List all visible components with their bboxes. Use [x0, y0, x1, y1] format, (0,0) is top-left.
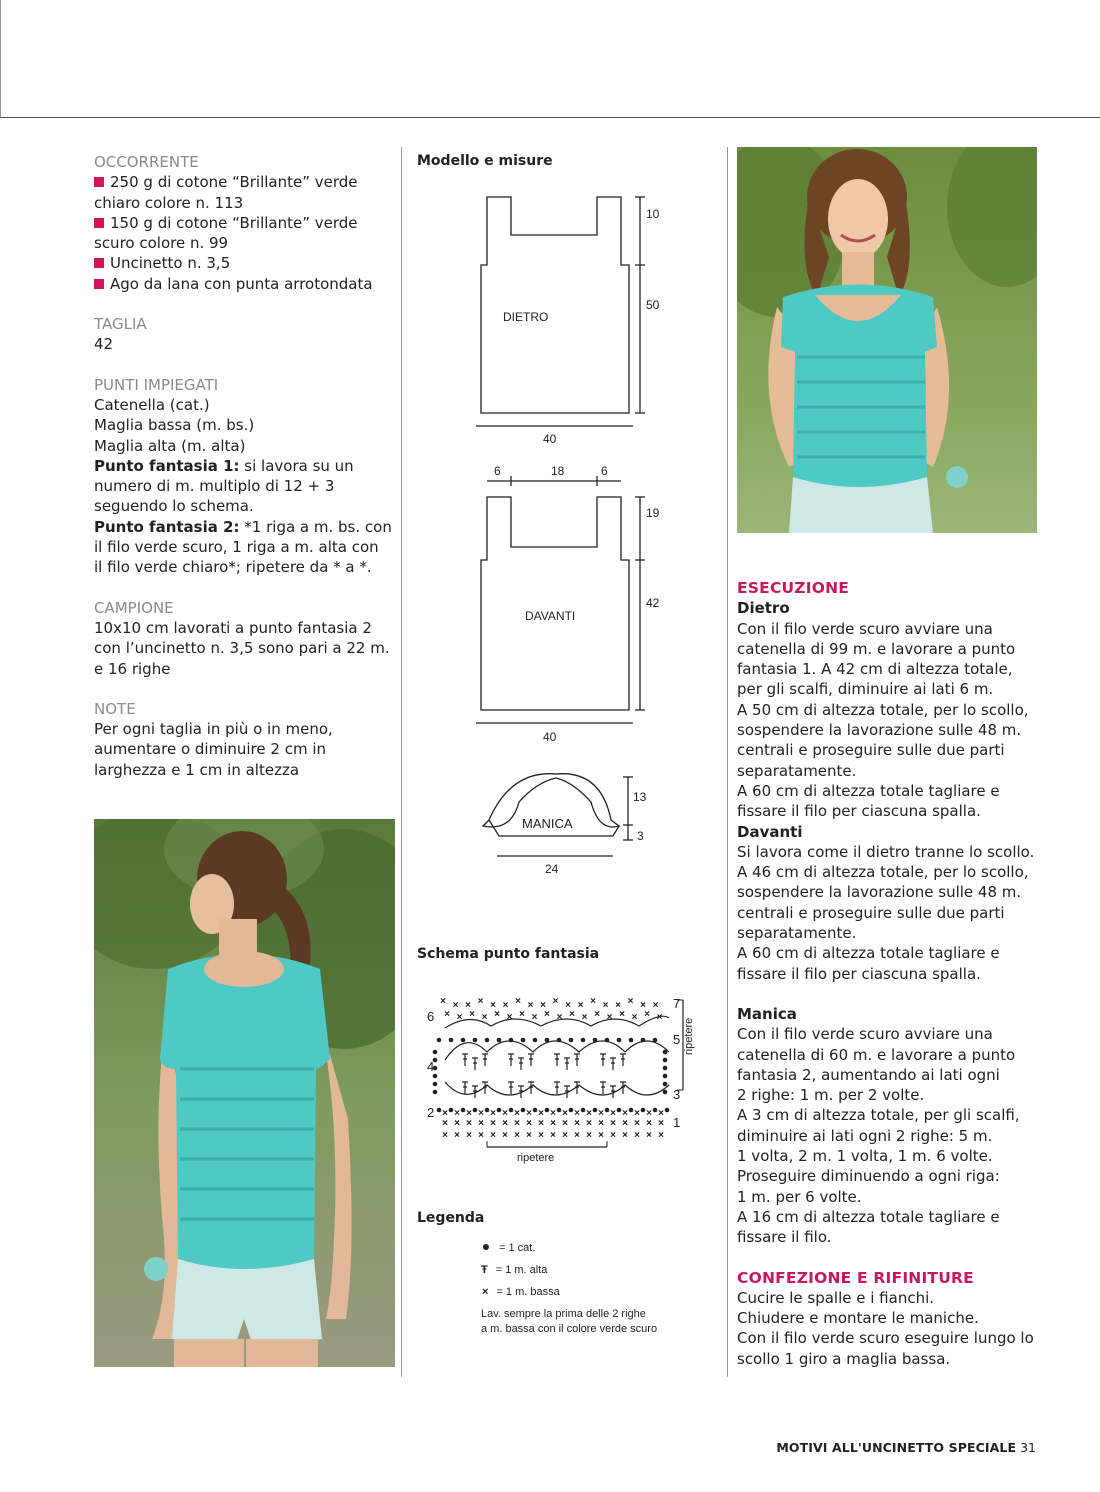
single-crochet-mark: × — [574, 1118, 580, 1129]
single-crochet-mark: × — [531, 1012, 538, 1023]
single-crochet-mark: × — [544, 1009, 550, 1020]
single-crochet-mark: × — [606, 1012, 613, 1023]
chain-mark — [663, 1090, 668, 1095]
single-crochet-mark: × — [466, 1130, 472, 1141]
chain-mark — [663, 1058, 668, 1063]
single-crochet-mark: × — [631, 1012, 638, 1023]
manica-text — [737, 1024, 1037, 1247]
cross-stitch-icon: × — [482, 1286, 489, 1298]
chain-mark — [449, 1038, 454, 1043]
single-crochet-mark: × — [538, 1108, 544, 1119]
modello-heading: Modello e misure — [417, 153, 553, 169]
single-crochet-mark: × — [466, 1118, 472, 1129]
chain-mark — [605, 1108, 610, 1113]
chain-mark — [545, 1108, 550, 1113]
punto-fantasia-2: Punto fantasia 2: *1 riga a m. bs. con — [94, 517, 392, 536]
single-crochet-mark: × — [565, 1000, 571, 1011]
legend-note: Lav. sempre la prima delle 2 righe a m. bassa con il colore verde scuro — [481, 1308, 658, 1335]
davanti-line: fissare il filo per ciascuna spalla. — [737, 964, 981, 983]
manica-line: fissare il filo. — [737, 1228, 832, 1247]
single-crochet-mark: × — [514, 1118, 520, 1129]
single-crochet-mark: × — [562, 1118, 568, 1129]
single-crochet-mark: × — [454, 1108, 460, 1119]
single-crochet-mark: × — [442, 1118, 448, 1129]
chain-mark — [473, 1038, 478, 1043]
occorrente-list — [94, 172, 394, 294]
single-crochet-mark: × — [514, 1108, 520, 1119]
manica-width-measure: 24 — [545, 862, 559, 876]
dietro-line: Con il filo verde scuro avviare una — [737, 619, 993, 638]
single-crochet-mark: × — [444, 1009, 450, 1020]
chain-mark — [509, 1108, 514, 1113]
chain-mark — [617, 1038, 622, 1043]
instructions-column — [737, 578, 1037, 1369]
note-line: Per ogni taglia in più o in meno, — [94, 720, 333, 739]
single-crochet-mark: × — [598, 1118, 604, 1129]
occorrente-item: Ago da lana con punta arrotondata — [94, 274, 394, 294]
single-crochet-mark: × — [466, 1108, 472, 1119]
manica-line: Proseguire diminuendo a ogni riga: — [737, 1167, 1000, 1186]
davanti-top-measure: 19 — [646, 506, 660, 520]
chain-mark — [433, 1074, 438, 1079]
model-photo-front — [737, 147, 1037, 533]
davanti-line: A 46 cm di altezza totale, per lo scollo, — [737, 863, 1029, 882]
manica-line: 1 m. per 6 volte. — [737, 1187, 862, 1206]
single-crochet-mark: × — [634, 1108, 640, 1119]
stitch-chart — [425, 990, 725, 1160]
single-crochet-mark: × — [646, 1130, 652, 1141]
punti-line: Maglia bassa (m. bs.) — [94, 416, 255, 435]
single-crochet-mark: × — [594, 1009, 600, 1020]
single-crochet-mark: × — [656, 1012, 663, 1023]
single-crochet-mark: × — [610, 1130, 616, 1141]
row-number-right-3: 3 — [673, 1087, 681, 1102]
occorrente-title: OCCORRENTE — [94, 153, 199, 171]
single-crochet-mark: × — [610, 1118, 616, 1129]
magazine-name: MOTIVI ALL'UNCINETTO SPECIALE — [776, 1440, 1017, 1455]
punto-fantasia-1: Punto fantasia 1: si lavora su un — [94, 456, 354, 475]
single-crochet-mark: × — [506, 1012, 513, 1023]
single-crochet-mark: × — [569, 1009, 575, 1020]
chain-mark — [533, 1038, 538, 1043]
single-crochet-mark: × — [502, 1130, 508, 1141]
davanti-line: separatamente. — [737, 924, 857, 943]
single-crochet-mark: × — [519, 1009, 525, 1020]
confezione-line: Con il filo verde scuro eseguire lungo lo — [737, 1329, 1034, 1348]
confezione-line: Chiudere e montare le maniche. — [737, 1309, 979, 1328]
double-crochet-mark — [528, 1054, 534, 1066]
davanti-title: Davanti — [737, 822, 803, 841]
dietro-title: Dietro — [737, 599, 790, 618]
davanti-line: sospendere la lavorazione sulle 48 m. — [737, 883, 1022, 902]
dot-icon — [483, 1244, 489, 1250]
punti-line: seguendo lo schema. — [94, 497, 254, 516]
single-crochet-mark: × — [526, 1118, 532, 1129]
single-crochet-mark: × — [527, 1000, 534, 1011]
pattern-schematic — [401, 170, 727, 890]
chain-mark — [663, 1082, 668, 1087]
single-crochet-mark: × — [454, 1130, 460, 1141]
single-crochet-mark: × — [644, 1009, 650, 1020]
double-crochet-mark — [508, 1054, 514, 1066]
davanti-outline — [481, 497, 629, 710]
row-number-right-1: 1 — [673, 1115, 681, 1130]
row-number-left-2: 2 — [427, 1105, 435, 1120]
chain-mark — [617, 1108, 622, 1113]
double-crochet-mark — [554, 1082, 560, 1094]
chain-mark — [569, 1038, 574, 1043]
single-crochet-mark: × — [481, 1012, 488, 1023]
legend-item-alta: Ŧ = 1 m. alta — [481, 1264, 548, 1276]
materials-column — [94, 152, 394, 780]
dietro-line: catenella di 99 m. e lavorare a punto — [737, 639, 1016, 658]
single-crochet-mark: × — [515, 996, 521, 1007]
dietro-text — [737, 619, 1037, 822]
single-crochet-mark: × — [469, 1009, 475, 1020]
double-crochet-mark — [600, 1082, 606, 1094]
chain-mark — [629, 1038, 634, 1043]
chain-mark — [473, 1108, 478, 1113]
single-crochet-mark: × — [556, 1012, 563, 1023]
single-crochet-mark: × — [615, 1000, 621, 1011]
davanti-right-measure: 6 — [601, 464, 608, 478]
campione-line: 10x10 cm lavorati a punto fantasia 2 — [94, 618, 372, 637]
dietro-line: per gli scalfi, diminuire ai lati 6 m. — [737, 680, 994, 699]
chain-mark — [497, 1038, 502, 1043]
single-crochet-mark: × — [652, 1000, 659, 1011]
double-crochet-mark — [610, 1058, 616, 1070]
single-crochet-mark: × — [562, 1108, 568, 1119]
single-crochet-mark: × — [562, 1130, 568, 1141]
punti-line: Catenella (cat.) — [94, 395, 210, 414]
single-crochet-mark: × — [640, 1000, 646, 1011]
single-crochet-mark: × — [610, 1108, 616, 1119]
single-crochet-mark: × — [490, 1130, 496, 1141]
single-crochet-mark: × — [494, 1009, 500, 1020]
occorrente-item: 150 g di cotone “Brillante” verde — [94, 213, 394, 233]
occorrente-item: 250 g di cotone “Brillante” verde — [94, 172, 394, 192]
double-crochet-mark — [462, 1082, 468, 1094]
chart-stitches — [433, 996, 670, 1141]
davanti-line: Si lavora come il dietro tranne lo scollo. — [737, 842, 1035, 861]
single-crochet-mark: × — [550, 1108, 556, 1119]
punti-line: Maglia alta (m. alta) — [94, 436, 246, 455]
single-crochet-mark: × — [634, 1118, 640, 1129]
chain-mark — [665, 1108, 670, 1113]
single-crochet-mark: × — [574, 1108, 580, 1119]
dietro-line: centrali e proseguire sulle due parti — [737, 741, 1005, 760]
dietro-line: A 50 cm di altezza totale, per lo scollo, — [737, 700, 1029, 719]
single-crochet-mark: × — [452, 1000, 459, 1011]
manica-line: Con il filo verde scuro avviare una — [737, 1025, 993, 1044]
single-crochet-mark: × — [658, 1108, 664, 1119]
dietro-line: A 60 cm di altezza totale tagliare e — [737, 781, 1000, 800]
chain-mark — [485, 1038, 490, 1043]
chain-mark — [641, 1108, 646, 1113]
confezione-line: Cucire le spalle e i fianchi. — [737, 1288, 935, 1307]
single-crochet-mark: × — [490, 1108, 496, 1119]
row-number-left-4: 4 — [427, 1059, 435, 1074]
punti-line: il filo verde chiaro*; ripetere da * a *. — [94, 558, 372, 577]
single-crochet-mark: × — [586, 1130, 592, 1141]
single-crochet-mark: × — [622, 1130, 628, 1141]
davanti-middle-measure: 18 — [551, 464, 565, 478]
row-number-left-6: 6 — [427, 1009, 435, 1024]
chain-mark — [461, 1108, 466, 1113]
column-divider-right — [727, 147, 728, 1377]
bullet-icon — [94, 177, 104, 187]
dietro-label: DIETRO — [503, 310, 549, 324]
chain-mark — [605, 1038, 610, 1043]
single-crochet-mark: × — [581, 1012, 588, 1023]
single-crochet-mark: × — [477, 996, 484, 1007]
manica-line: diminuire ai lati ogni 2 righe: 5 m. — [737, 1126, 993, 1145]
chain-mark — [497, 1108, 502, 1113]
occorrente-item-cont: chiaro colore n. 113 — [94, 193, 244, 212]
single-crochet-mark: × — [602, 1000, 609, 1011]
chain-mark — [433, 1090, 438, 1095]
manica-line: A 16 cm di altezza totale tagliare e — [737, 1207, 1000, 1226]
chain-mark — [545, 1038, 550, 1043]
single-crochet-mark: × — [526, 1130, 532, 1141]
single-crochet-mark: × — [598, 1130, 604, 1141]
page-number: 31 — [1020, 1440, 1036, 1455]
single-crochet-mark: × — [490, 1000, 496, 1011]
campione-line: con l’uncinetto n. 3,5 sono pari a 22 m. — [94, 639, 390, 658]
page-footer — [776, 1440, 1036, 1455]
schema-heading: Schema punto fantasia — [417, 946, 600, 962]
row-number-right-5: 5 — [673, 1032, 681, 1047]
confezione-title: CONFEZIONE E RIFINITURE — [737, 1268, 974, 1287]
chain-mark — [593, 1038, 598, 1043]
chain-mark — [653, 1038, 658, 1043]
single-crochet-mark: × — [442, 1108, 448, 1119]
tall-stitch-icon: Ŧ — [481, 1264, 488, 1276]
single-crochet-mark: × — [538, 1118, 544, 1129]
manica-line: fantasia 2, aumentando ai lati ogni — [737, 1065, 1000, 1084]
chain-mark — [533, 1108, 538, 1113]
single-crochet-mark: × — [590, 996, 596, 1007]
single-crochet-mark: × — [577, 1000, 584, 1011]
chain-mark — [461, 1038, 466, 1043]
davanti-label: DAVANTI — [525, 609, 576, 623]
double-crochet-mark — [620, 1054, 626, 1066]
single-crochet-mark: × — [440, 996, 446, 1007]
manica-line: A 3 cm di altezza totale, per gli scalfi, — [737, 1106, 1020, 1125]
chain-mark — [581, 1038, 586, 1043]
chain-mark — [569, 1108, 574, 1113]
single-crochet-mark: × — [552, 996, 559, 1007]
occorrente-item: Uncinetto n. 3,5 — [94, 253, 394, 273]
single-crochet-mark: × — [627, 996, 634, 1007]
single-crochet-mark: × — [502, 1108, 508, 1119]
chain-mark — [663, 1066, 668, 1071]
double-crochet-mark — [564, 1058, 570, 1070]
chain-mark — [557, 1038, 562, 1043]
single-crochet-mark: × — [478, 1118, 484, 1129]
single-crochet-mark: × — [658, 1118, 664, 1129]
taglia-value: 42 — [94, 335, 114, 354]
double-crochet-mark — [600, 1054, 606, 1066]
punti-title: PUNTI IMPIEGATI — [94, 375, 219, 394]
esecuzione-title: ESECUZIONE — [737, 579, 850, 597]
single-crochet-mark: × — [478, 1108, 484, 1119]
campione-line: e 16 righe — [94, 659, 171, 678]
manica-bottom-measure: 3 — [637, 829, 644, 843]
chain-mark — [521, 1038, 526, 1043]
single-crochet-mark: × — [514, 1130, 520, 1141]
chain-mark — [653, 1108, 658, 1113]
single-crochet-mark: × — [622, 1108, 628, 1119]
dietro-side-measure: 50 — [646, 298, 660, 312]
single-crochet-mark: × — [490, 1118, 496, 1129]
note-line: aumentare o diminuire 2 cm in — [94, 740, 326, 759]
single-crochet-mark: × — [538, 1130, 544, 1141]
model-photo-back — [94, 819, 395, 1367]
double-crochet-mark — [554, 1054, 560, 1066]
davanti-line: centrali e proseguire sulle due parti — [737, 903, 1005, 922]
repeat-vertical-label: ripetere — [683, 1017, 695, 1055]
single-crochet-mark: × — [646, 1108, 652, 1119]
dietro-top-measure: 10 — [646, 207, 660, 221]
chain-mark — [581, 1108, 586, 1113]
dietro-line: fantasia 1. A 42 cm di altezza totale, — [737, 660, 1013, 679]
single-crochet-mark: × — [550, 1118, 556, 1129]
davanti-line: A 60 cm di altezza totale tagliare e — [737, 944, 1000, 963]
manica-line: catenella di 60 m. e lavorare a punto — [737, 1045, 1016, 1064]
chain-mark — [433, 1050, 438, 1055]
chain-mark — [485, 1108, 490, 1113]
single-crochet-mark: × — [502, 1000, 509, 1011]
chain-mark — [663, 1074, 668, 1079]
chain-mark — [557, 1108, 562, 1113]
chain-mark — [521, 1108, 526, 1113]
davanti-left-measure: 6 — [494, 464, 501, 478]
chain-mark — [629, 1108, 634, 1113]
double-crochet-mark — [574, 1054, 580, 1066]
single-crochet-mark: × — [658, 1130, 664, 1141]
occorrente-item-cont: scuro colore n. 99 — [94, 234, 229, 253]
bullet-icon — [94, 218, 104, 228]
manica-line: 2 righe: 1 m. per 2 volte. — [737, 1086, 925, 1105]
manica-label: MANICA — [522, 816, 573, 831]
double-crochet-mark — [472, 1058, 478, 1070]
row-number-right-7: 7 — [673, 996, 681, 1011]
chain-mark — [433, 1082, 438, 1087]
chain-mark — [641, 1038, 646, 1043]
bullet-icon — [94, 258, 104, 268]
single-crochet-mark: × — [456, 1012, 463, 1023]
single-crochet-mark: × — [465, 1000, 471, 1011]
legend-item-bassa: × = 1 m. bassa — [482, 1286, 560, 1298]
single-crochet-mark: × — [619, 1009, 625, 1020]
chain-mark — [437, 1108, 442, 1113]
davanti-side-measure: 42 — [646, 596, 660, 610]
repeat-horizontal-label: ripetere — [517, 1152, 555, 1164]
punti-line: numero di m. multiplo di 12 + 3 — [94, 477, 335, 496]
davanti-text — [737, 842, 1037, 984]
single-crochet-mark: × — [442, 1130, 448, 1141]
dietro-line: sospendere la lavorazione sulle 48 m. — [737, 721, 1022, 740]
punti-line: il filo verde scuro, 1 riga a m. alta con — [94, 538, 379, 557]
manica-line: 1 volta, 2 m. 1 volta, 1 m. 6 volte. — [737, 1147, 993, 1166]
single-crochet-mark: × — [586, 1108, 592, 1119]
double-crochet-mark — [518, 1058, 524, 1070]
chain-mark — [449, 1108, 454, 1113]
double-crochet-mark — [462, 1054, 468, 1066]
chain-mark — [437, 1038, 442, 1043]
manica-top-measure: 13 — [633, 790, 647, 804]
single-crochet-mark: × — [634, 1130, 640, 1141]
single-crochet-mark: × — [540, 1000, 546, 1011]
legend-item-cat: = 1 cat. — [483, 1242, 535, 1254]
taglia-title: TAGLIA — [94, 315, 147, 334]
dietro-line: separatamente. — [737, 761, 857, 780]
dietro-line: fissare il filo per ciascuna spalla. — [737, 802, 981, 821]
page-edge-line — [0, 0, 1, 118]
single-crochet-mark: × — [502, 1118, 508, 1129]
note-line: larghezza e 1 cm in altezza — [94, 760, 300, 779]
single-crochet-mark: × — [478, 1130, 484, 1141]
single-crochet-mark: × — [622, 1118, 628, 1129]
single-crochet-mark: × — [574, 1130, 580, 1141]
confezione-line: scollo 1 giro a maglia bassa. — [737, 1349, 951, 1368]
davanti-width-measure: 40 — [543, 730, 557, 744]
legenda-heading: Legenda — [417, 1210, 485, 1226]
chain-mark — [509, 1038, 514, 1043]
single-crochet-mark: × — [598, 1108, 604, 1119]
single-crochet-mark: × — [550, 1130, 556, 1141]
note-title: NOTE — [94, 699, 136, 718]
dietro-width-measure: 40 — [543, 432, 557, 446]
single-crochet-mark: × — [526, 1108, 532, 1119]
single-crochet-mark: × — [586, 1118, 592, 1129]
campione-title: CAMPIONE — [94, 598, 174, 617]
chain-mark — [593, 1108, 598, 1113]
single-crochet-mark: × — [454, 1118, 460, 1129]
bullet-icon — [94, 279, 104, 289]
confezione-text — [737, 1288, 1037, 1369]
chain-mark — [663, 1050, 668, 1055]
single-crochet-mark: × — [646, 1118, 652, 1129]
double-crochet-mark — [508, 1082, 514, 1094]
header-rule — [0, 117, 1100, 118]
dietro-outline — [481, 197, 629, 413]
manica-title: Manica — [737, 1004, 797, 1023]
double-crochet-mark — [482, 1054, 488, 1066]
